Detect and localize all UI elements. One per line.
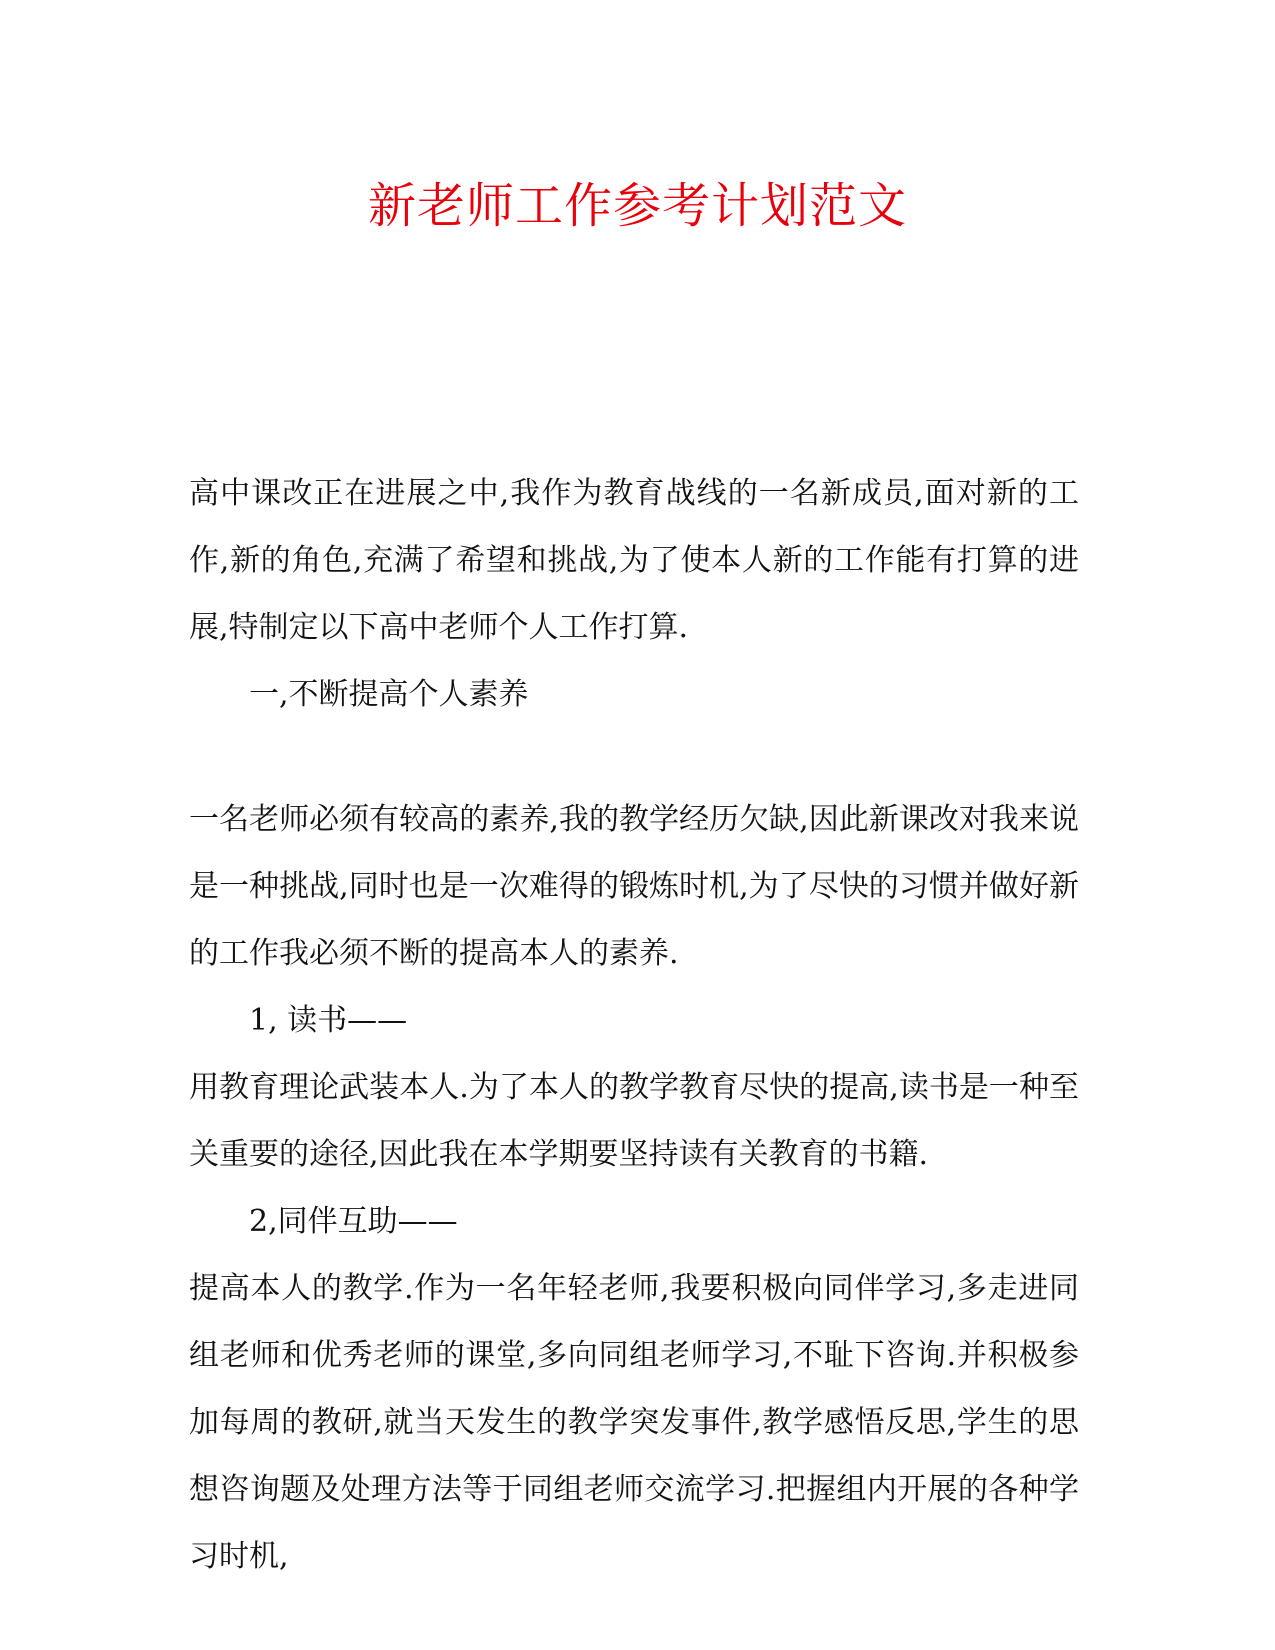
subheading-peer-help: 2,同伴互助—— [249,1204,458,1239]
section-heading-1: 一,不断提高个人素养 [249,677,529,712]
paragraph-peer-help: 提高本人的教学.作为一名年轻老师,我要积极向同伴学习,多走进同组老师和优秀老师的课堂,多向同组老师学习,不耻下咨询.并积极参加每周的教研,就当天发生的教学突发事件,教学感悟反思,学生的思想咨询题及处理方法等于同组老师交流学习.把握组内开展的各种学习时机, [189,1271,1079,1574]
document-body [189,460,1079,1590]
document-title: 新老师工作参考计划范文 [367,178,907,234]
paragraph-section-1: 一名老师必须有较高的素养,我的教学经历欠缺,因此新课改对我来说是一种挑战,同时也是一次难得的锻炼时机,为了尽快的习惯并做好新的工作我必须不断的提高本人的素养. [189,802,1079,971]
section-gap [189,728,1079,786]
paragraph-intro: 高中课改正在进展之中,我作为教育战线的一名新成员,面对新的工作,新的角色,充满了希望和挑战,为了使本人新的工作能有打算的进展,特制定以下高中老师个人工作打算. [189,476,1079,645]
subheading-reading: 1, 读书—— [249,1003,408,1038]
paragraph-reading: 用教育理论武装本人.为了本人的教学教育尽快的提高,读书是一种至关重要的途径,因此我在本学期要坚持读有关教育的书籍. [189,1070,1079,1172]
